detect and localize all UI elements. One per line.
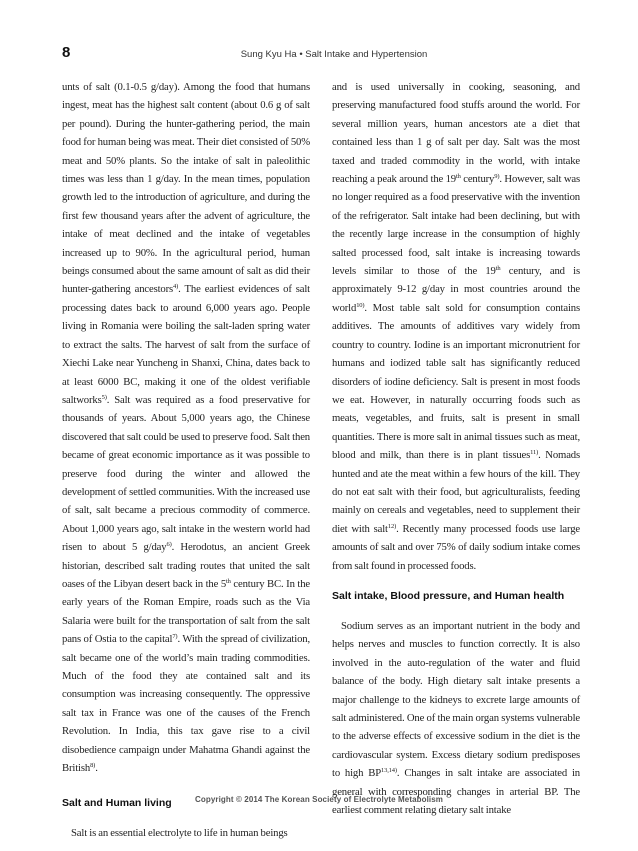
citation: 11) [530,449,539,457]
ordinal-suffix: th [455,173,461,181]
citation: 7) [172,633,178,641]
citation: 4) [173,283,179,291]
right-paragraph-1: and is used universally in cooking, seasoning, and preserving manufactured food stuffs around the world. For several million years, human ancestors ate a diet that contained less than 1 g of salt per day. Salt was the most taxed and traded commodity in the world, with intake reaching a peak around the 19th century$^{9)}$. However, salt was no longer required as a food preservative with the invention of the refrigerator. Salt intake had been declining, but with the recently large increase in the consumption of highly salted processed food, salt intake is increasing towards levels similar to those of the 19th century, and is approximately 9-12 g/day in most countries around the world$^{10)}$. Most table salt sold for consumption contains additives. The amounts of additives vary widely from country to country. Iodine is an important micronutrient for humans and iodized table salt has significantly reduced disorders of iodine deficiency. Salt is present in most foods we eat. However, in naturally occurring foods such as meats, vegetables, and fruits, salt is present in small quantities. There is more salt in animal tissues such as meat, blood and milk, than there is in plant tissues$^{11)}$. Nomads hunted and ate the meat within a few hours of the kill. They do not eat salt with their food, but agriculturalists, feeding mainly on cereals and vegetables, need to supplement their diet with salt$^{12)}$. Recently many processed foods use large amounts of salt and over 75% of daily sodium intake comes from salt found in processed foods. [332,81,580,572]
citation: 10) [356,301,365,309]
left-paragraph-2: Salt is an essential electrolyte to life in human beings [71,827,288,840]
ordinal-suffix: th [226,577,231,585]
left-column [62,78,311,840]
citation: 6) [166,541,172,549]
citation: 12) [387,522,397,530]
left-paragraph-1: unts of salt (0.1-0.5 g/day). Among the food that humans ingest, meat has the highest salt content (about 0.6 g of salt per pound). During the hunter-gathering period, the main food for human being was meat. Their diet consisted of 50% meat and 50% plants. So the intake of salt in paleolithic times was less than 1 g/day. In the mean times, population growth led to the introduction of agriculture, and during the first few thousand years after the advent of agriculture, the intake of meat declined and the intake of vegetables increased up to 90%. In the agricultural period, human beings consumed about the same amount of salt as did their hunter-gathering ancestors$^{4)}$. The earliest evidences of salt processing dates back to around 6,000 years ago. People living in Romania were boiling the salt-laden spring water to extract the salts. The harvest of salt from the surface of Xiechi Lake near Yuncheng in Shanxi, China, dates back to at least 6000 BC, making it one of the oldest verifiable saltworks$^{5)}$. Salt was required as a food preservative for thousands of years. About 5,000 years ago, the Chinese discovered that salt could be used to preserve food. Salt then became of great economic importance as it was possible to preserve food during the winter and allowed the development of settled communities. With the increased use of salt, salt became a precious commodity of commerce. About 1,000 years ago, salt intake in the western world had risen to about 5 g/day$^{6)}$. Herodotus, an ancient Greek historian, described salt trading routes that united the salt oases of the Libyan desert back in the 5th century BC. In the early years of the Roman Empire, roads such as the Via Salaria were built for the transportation of salt from the salt pans of Ostia to the capital$^{7)}$. With the spread of civilization, salt became one of the world’s main trading commodities. Much of the food they ate contained salt and its consumption was increasing consequently. The oppressive salt tax in France was one of the causes of the French Revolution. In India, this tax gave rise to a civil disobedience campaign under Mahatma Ghandi against the British$^{8)}$. [62,81,311,775]
citation: 5) [101,393,107,401]
copyright-footer: Copyright © 2014 The Korean Society of Electrolyte Metabolism [194,795,444,804]
right-column [332,78,580,817]
running-head: Sung Kyu Ha • Salt Intake and Hypertension [240,49,428,60]
page-number: 8 [62,44,71,61]
citation: 8) [90,762,96,770]
citation: 9) [494,173,500,181]
section-heading-salt-intake-blood-pressure: Salt intake, Blood pressure, and Human health [332,589,565,602]
citation: 13,14) [381,767,397,775]
ordinal-suffix: th [495,265,501,273]
section-heading-salt-and-human-living: Salt and Human living [62,797,172,810]
right-paragraph-2: Sodium serves as an important nutrient in the body and helps nerves and muscles to function correctly. It is also involved in the auto-regulation of the water and fluid balance of the body. High dietary salt intake presents a major challenge to the kidneys to excrete large amounts of salt administered. One of the main organ systems vulnerable to the adverse effects of excessive sodium in the diet is the cardiovascular system. Excess dietary sodium predisposes to high BP$^{13,14)}$. Changes in salt intake are associated in general with corresponding changes in arterial BP. The earliest comment relating dietary salt intake [332,619,580,817]
